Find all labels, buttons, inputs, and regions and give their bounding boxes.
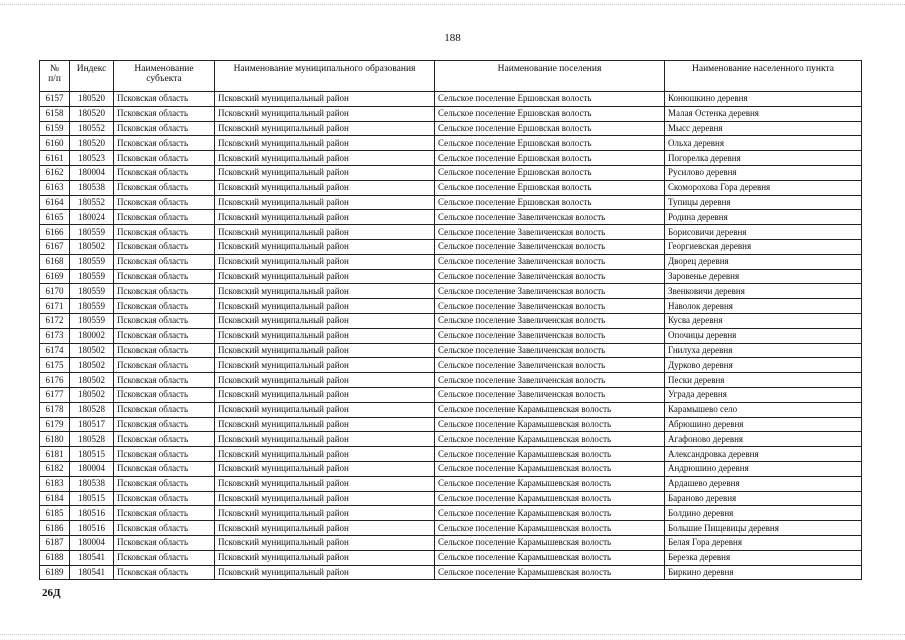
cell-locality-name: Агафоново деревня bbox=[665, 432, 862, 447]
cell-locality-name: Родина деревня bbox=[665, 210, 862, 225]
cell-row-number: 6180 bbox=[40, 432, 70, 447]
cell-settlement-name: Сельское поселение Завеличенская волость bbox=[435, 358, 665, 373]
cell-municipality-name: Псковский муниципальный район bbox=[215, 328, 435, 343]
cell-row-number: 6167 bbox=[40, 239, 70, 254]
table-row bbox=[40, 284, 862, 299]
cell-row-number: 6184 bbox=[40, 491, 70, 506]
cell-subject-name: Псковская область bbox=[114, 151, 215, 166]
cell-row-number: 6179 bbox=[40, 417, 70, 432]
table-row bbox=[40, 92, 862, 107]
cell-locality-name: Ардашево деревня bbox=[665, 476, 862, 491]
cell-locality-name: Погорелка деревня bbox=[665, 151, 862, 166]
header-subject-name: Наименование субъекта bbox=[114, 61, 215, 92]
cell-postal-index: 180004 bbox=[70, 535, 114, 550]
cell-subject-name: Псковская область bbox=[114, 432, 215, 447]
cell-locality-name: Ольха деревня bbox=[665, 136, 862, 151]
cell-locality-name: Тупицы деревня bbox=[665, 195, 862, 210]
table-row bbox=[40, 491, 862, 506]
cell-settlement-name: Сельское поселение Ершовская волость bbox=[435, 92, 665, 107]
cell-postal-index: 180559 bbox=[70, 225, 114, 240]
cell-settlement-name: Сельское поселение Ершовская волость bbox=[435, 136, 665, 151]
cell-municipality-name: Псковский муниципальный район bbox=[215, 358, 435, 373]
cell-row-number: 6172 bbox=[40, 313, 70, 328]
cell-municipality-name: Псковский муниципальный район bbox=[215, 269, 435, 284]
cell-municipality-name: Псковский муниципальный район bbox=[215, 535, 435, 550]
cell-locality-name: Звенковичи деревня bbox=[665, 284, 862, 299]
cell-municipality-name: Псковский муниципальный район bbox=[215, 239, 435, 254]
cell-locality-name: Пески деревня bbox=[665, 373, 862, 388]
cell-locality-name: Конюшкино деревня bbox=[665, 92, 862, 107]
cell-postal-index: 180520 bbox=[70, 136, 114, 151]
cell-subject-name: Псковская область bbox=[114, 491, 215, 506]
cell-settlement-name: Сельское поселение Завеличенская волость bbox=[435, 343, 665, 358]
cell-postal-index: 180502 bbox=[70, 358, 114, 373]
cell-locality-name: Белая Гора деревня bbox=[665, 535, 862, 550]
cell-subject-name: Псковская область bbox=[114, 106, 215, 121]
cell-locality-name: Карамышево село bbox=[665, 402, 862, 417]
cell-municipality-name: Псковский муниципальный район bbox=[215, 284, 435, 299]
cell-postal-index: 180004 bbox=[70, 165, 114, 180]
cell-subject-name: Псковская область bbox=[114, 284, 215, 299]
cell-subject-name: Псковская область bbox=[114, 165, 215, 180]
cell-locality-name: Дурково деревня bbox=[665, 358, 862, 373]
cell-settlement-name: Сельское поселение Ершовская волость bbox=[435, 165, 665, 180]
cell-municipality-name: Псковский муниципальный район bbox=[215, 225, 435, 240]
cell-locality-name: Опочицы деревня bbox=[665, 328, 862, 343]
cell-subject-name: Псковская область bbox=[114, 269, 215, 284]
page-number: 188 bbox=[444, 32, 461, 44]
cell-municipality-name: Псковский муниципальный район bbox=[215, 521, 435, 536]
cell-row-number: 6181 bbox=[40, 447, 70, 462]
table-row bbox=[40, 402, 862, 417]
cell-settlement-name: Сельское поселение Карамышевская волость bbox=[435, 535, 665, 550]
cell-subject-name: Псковская область bbox=[114, 535, 215, 550]
table-row bbox=[40, 313, 862, 328]
cell-settlement-name: Сельское поселение Карамышевская волость bbox=[435, 432, 665, 447]
table-row bbox=[40, 506, 862, 521]
table-row bbox=[40, 535, 862, 550]
table-row bbox=[40, 447, 862, 462]
cell-municipality-name: Псковский муниципальный район bbox=[215, 402, 435, 417]
cell-municipality-name: Псковский муниципальный район bbox=[215, 343, 435, 358]
table-row bbox=[40, 165, 862, 180]
cell-locality-name: Большие Пищевицы деревня bbox=[665, 521, 862, 536]
cell-settlement-name: Сельское поселение Завеличенская волость bbox=[435, 225, 665, 240]
cell-locality-name: Дворец деревня bbox=[665, 254, 862, 269]
cell-settlement-name: Сельское поселение Завеличенская волость bbox=[435, 328, 665, 343]
cell-subject-name: Псковская область bbox=[114, 343, 215, 358]
cell-settlement-name: Сельское поселение Завеличенская волость bbox=[435, 284, 665, 299]
cell-settlement-name: Сельское поселение Карамышевская волость bbox=[435, 402, 665, 417]
cell-postal-index: 180559 bbox=[70, 269, 114, 284]
cell-postal-index: 180516 bbox=[70, 521, 114, 536]
cell-subject-name: Псковская область bbox=[114, 210, 215, 225]
cell-municipality-name: Псковский муниципальный район bbox=[215, 299, 435, 314]
cell-settlement-name: Сельское поселение Завеличенская волость bbox=[435, 239, 665, 254]
table-header bbox=[40, 61, 862, 92]
cell-settlement-name: Сельское поселение Карамышевская волость bbox=[435, 491, 665, 506]
cell-municipality-name: Псковский муниципальный район bbox=[215, 373, 435, 388]
cell-locality-name: Малая Остенка деревня bbox=[665, 106, 862, 121]
cell-postal-index: 180502 bbox=[70, 239, 114, 254]
cell-postal-index: 180502 bbox=[70, 373, 114, 388]
cell-postal-index: 180528 bbox=[70, 402, 114, 417]
cell-subject-name: Псковская область bbox=[114, 417, 215, 432]
cell-locality-name: Заровенье деревня bbox=[665, 269, 862, 284]
cell-postal-index: 180024 bbox=[70, 210, 114, 225]
cell-settlement-name: Сельское поселение Завеличенская волость bbox=[435, 299, 665, 314]
cell-municipality-name: Псковский муниципальный район bbox=[215, 447, 435, 462]
cell-municipality-name: Псковский муниципальный район bbox=[215, 136, 435, 151]
cell-row-number: 6178 bbox=[40, 402, 70, 417]
cell-postal-index: 180538 bbox=[70, 180, 114, 195]
cell-subject-name: Псковская область bbox=[114, 92, 215, 107]
cell-municipality-name: Псковский муниципальный район bbox=[215, 432, 435, 447]
cell-postal-index: 180552 bbox=[70, 195, 114, 210]
cell-municipality-name: Псковский муниципальный район bbox=[215, 165, 435, 180]
cell-municipality-name: Псковский муниципальный район bbox=[215, 506, 435, 521]
cell-municipality-name: Псковский муниципальный район bbox=[215, 151, 435, 166]
cell-locality-name: Мысс деревня bbox=[665, 121, 862, 136]
cell-settlement-name: Сельское поселение Ершовская волость bbox=[435, 106, 665, 121]
cell-subject-name: Псковская область bbox=[114, 313, 215, 328]
cell-subject-name: Псковская область bbox=[114, 195, 215, 210]
cell-postal-index: 180559 bbox=[70, 254, 114, 269]
cell-row-number: 6185 bbox=[40, 506, 70, 521]
header-settlement-name: Наименование поселения bbox=[435, 61, 665, 92]
cell-row-number: 6162 bbox=[40, 165, 70, 180]
table-row bbox=[40, 299, 862, 314]
cell-settlement-name: Сельское поселение Карамышевская волость bbox=[435, 476, 665, 491]
cell-row-number: 6183 bbox=[40, 476, 70, 491]
scan-edge-top bbox=[0, 4, 905, 5]
cell-locality-name: Александровка деревня bbox=[665, 447, 862, 462]
table-body bbox=[40, 92, 862, 580]
cell-subject-name: Псковская область bbox=[114, 239, 215, 254]
cell-settlement-name: Сельское поселение Карамышевская волость bbox=[435, 417, 665, 432]
table-row bbox=[40, 461, 862, 476]
cell-row-number: 6161 bbox=[40, 151, 70, 166]
cell-row-number: 6189 bbox=[40, 565, 70, 580]
cell-locality-name: Березка деревня bbox=[665, 550, 862, 565]
cell-postal-index: 180541 bbox=[70, 550, 114, 565]
cell-municipality-name: Псковский муниципальный район bbox=[215, 92, 435, 107]
cell-subject-name: Псковская область bbox=[114, 180, 215, 195]
header-postal-index: Индекс bbox=[70, 61, 114, 92]
cell-row-number: 6158 bbox=[40, 106, 70, 121]
table-row bbox=[40, 565, 862, 580]
cell-row-number: 6166 bbox=[40, 225, 70, 240]
cell-postal-index: 180552 bbox=[70, 121, 114, 136]
table-row bbox=[40, 521, 862, 536]
cell-municipality-name: Псковский муниципальный район bbox=[215, 210, 435, 225]
cell-locality-name: Гнилуха деревня bbox=[665, 343, 862, 358]
cell-locality-name: Биркино деревня bbox=[665, 565, 862, 580]
cell-settlement-name: Сельское поселение Завеличенская волость bbox=[435, 210, 665, 225]
cell-locality-name: Наволок деревня bbox=[665, 299, 862, 314]
cell-locality-name: Скоморохова Гора деревня bbox=[665, 180, 862, 195]
cell-subject-name: Псковская область bbox=[114, 328, 215, 343]
cell-postal-index: 180559 bbox=[70, 313, 114, 328]
cell-subject-name: Псковская область bbox=[114, 358, 215, 373]
cell-row-number: 6177 bbox=[40, 387, 70, 402]
cell-subject-name: Псковская область bbox=[114, 506, 215, 521]
cell-subject-name: Псковская область bbox=[114, 299, 215, 314]
cell-row-number: 6186 bbox=[40, 521, 70, 536]
cell-subject-name: Псковская область bbox=[114, 550, 215, 565]
cell-settlement-name: Сельское поселение Завеличенская волость bbox=[435, 254, 665, 269]
cell-postal-index: 180541 bbox=[70, 565, 114, 580]
cell-locality-name: Кусва деревня bbox=[665, 313, 862, 328]
table-row bbox=[40, 387, 862, 402]
table-row bbox=[40, 269, 862, 284]
cell-subject-name: Псковская область bbox=[114, 121, 215, 136]
header-locality-name: Наименование населенного пункта bbox=[665, 61, 862, 92]
cell-settlement-name: Сельское поселение Карамышевская волость bbox=[435, 447, 665, 462]
cell-municipality-name: Псковский муниципальный район bbox=[215, 476, 435, 491]
cell-postal-index: 180502 bbox=[70, 387, 114, 402]
table-row bbox=[40, 180, 862, 195]
cell-postal-index: 180523 bbox=[70, 151, 114, 166]
cell-municipality-name: Псковский муниципальный район bbox=[215, 106, 435, 121]
table-row bbox=[40, 136, 862, 151]
cell-row-number: 6171 bbox=[40, 299, 70, 314]
table-row bbox=[40, 121, 862, 136]
table-row bbox=[40, 239, 862, 254]
cell-subject-name: Псковская область bbox=[114, 373, 215, 388]
cell-municipality-name: Псковский муниципальный район bbox=[215, 387, 435, 402]
cell-municipality-name: Псковский муниципальный район bbox=[215, 195, 435, 210]
cell-locality-name: Бараново деревня bbox=[665, 491, 862, 506]
table-row bbox=[40, 151, 862, 166]
table-row bbox=[40, 210, 862, 225]
cell-settlement-name: Сельское поселение Карамышевская волость bbox=[435, 521, 665, 536]
cell-postal-index: 180538 bbox=[70, 476, 114, 491]
cell-municipality-name: Псковский муниципальный район bbox=[215, 461, 435, 476]
table-row bbox=[40, 417, 862, 432]
cell-postal-index: 180004 bbox=[70, 461, 114, 476]
table-row bbox=[40, 358, 862, 373]
cell-row-number: 6188 bbox=[40, 550, 70, 565]
table-row bbox=[40, 476, 862, 491]
cell-subject-name: Псковская область bbox=[114, 402, 215, 417]
cell-locality-name: Уграда деревня bbox=[665, 387, 862, 402]
cell-row-number: 6169 bbox=[40, 269, 70, 284]
cell-settlement-name: Сельское поселение Ершовская волость bbox=[435, 195, 665, 210]
cell-subject-name: Псковская область bbox=[114, 387, 215, 402]
cell-row-number: 6163 bbox=[40, 180, 70, 195]
cell-row-number: 6174 bbox=[40, 343, 70, 358]
header-row-number: № п/п bbox=[40, 61, 70, 92]
cell-postal-index: 180002 bbox=[70, 328, 114, 343]
cell-row-number: 6170 bbox=[40, 284, 70, 299]
cell-row-number: 6182 bbox=[40, 461, 70, 476]
cell-settlement-name: Сельское поселение Ершовская волость bbox=[435, 151, 665, 166]
cell-subject-name: Псковская область bbox=[114, 225, 215, 240]
cell-municipality-name: Псковский муниципальный район bbox=[215, 550, 435, 565]
cell-settlement-name: Сельское поселение Карамышевская волость bbox=[435, 550, 665, 565]
cell-postal-index: 180559 bbox=[70, 284, 114, 299]
cell-postal-index: 180528 bbox=[70, 432, 114, 447]
cell-postal-index: 180502 bbox=[70, 343, 114, 358]
cell-settlement-name: Сельское поселение Завеличенская волость bbox=[435, 313, 665, 328]
table-row bbox=[40, 328, 862, 343]
cell-municipality-name: Псковский муниципальный район bbox=[215, 121, 435, 136]
cell-postal-index: 180515 bbox=[70, 491, 114, 506]
cell-locality-name: Андрюшино деревня bbox=[665, 461, 862, 476]
cell-row-number: 6160 bbox=[40, 136, 70, 151]
footer-code: 26Д bbox=[42, 587, 61, 599]
table-row bbox=[40, 550, 862, 565]
cell-settlement-name: Сельское поселение Ершовская волость bbox=[435, 180, 665, 195]
cell-settlement-name: Сельское поселение Карамышевская волость bbox=[435, 461, 665, 476]
cell-locality-name: Болдино деревня bbox=[665, 506, 862, 521]
cell-postal-index: 180559 bbox=[70, 299, 114, 314]
cell-municipality-name: Псковский муниципальный район bbox=[215, 417, 435, 432]
header-municipality-name: Наименование муниципального образования bbox=[215, 61, 435, 92]
table-row bbox=[40, 432, 862, 447]
cell-settlement-name: Сельское поселение Завеличенская волость bbox=[435, 269, 665, 284]
cell-row-number: 6176 bbox=[40, 373, 70, 388]
cell-row-number: 6187 bbox=[40, 535, 70, 550]
cell-row-number: 6165 bbox=[40, 210, 70, 225]
cell-row-number: 6157 bbox=[40, 92, 70, 107]
cell-postal-index: 180520 bbox=[70, 92, 114, 107]
settlements-table bbox=[39, 60, 862, 580]
cell-row-number: 6168 bbox=[40, 254, 70, 269]
cell-municipality-name: Псковский муниципальный район bbox=[215, 254, 435, 269]
cell-postal-index: 180516 bbox=[70, 506, 114, 521]
cell-subject-name: Псковская область bbox=[114, 521, 215, 536]
cell-row-number: 6164 bbox=[40, 195, 70, 210]
table-row bbox=[40, 225, 862, 240]
cell-settlement-name: Сельское поселение Карамышевская волость bbox=[435, 506, 665, 521]
cell-settlement-name: Сельское поселение Ершовская волость bbox=[435, 121, 665, 136]
cell-municipality-name: Псковский муниципальный район bbox=[215, 565, 435, 580]
header-row bbox=[40, 61, 862, 92]
cell-subject-name: Псковская область bbox=[114, 254, 215, 269]
cell-locality-name: Георгиевская деревня bbox=[665, 239, 862, 254]
cell-row-number: 6175 bbox=[40, 358, 70, 373]
table-row bbox=[40, 106, 862, 121]
cell-row-number: 6159 bbox=[40, 121, 70, 136]
cell-subject-name: Псковская область bbox=[114, 461, 215, 476]
cell-settlement-name: Сельское поселение Карамышевская волость bbox=[435, 565, 665, 580]
cell-postal-index: 180515 bbox=[70, 447, 114, 462]
cell-locality-name: Абрюшино деревня bbox=[665, 417, 862, 432]
cell-municipality-name: Псковский муниципальный район bbox=[215, 491, 435, 506]
cell-postal-index: 180517 bbox=[70, 417, 114, 432]
cell-postal-index: 180520 bbox=[70, 106, 114, 121]
cell-subject-name: Псковская область bbox=[114, 565, 215, 580]
table-row bbox=[40, 373, 862, 388]
table-row bbox=[40, 254, 862, 269]
cell-locality-name: Борисовичи деревня bbox=[665, 225, 862, 240]
cell-row-number: 6173 bbox=[40, 328, 70, 343]
cell-subject-name: Псковская область bbox=[114, 447, 215, 462]
scan-edge-bottom bbox=[0, 634, 905, 635]
table-row bbox=[40, 195, 862, 210]
cell-municipality-name: Псковский муниципальный район bbox=[215, 180, 435, 195]
cell-subject-name: Псковская область bbox=[114, 476, 215, 491]
cell-settlement-name: Сельское поселение Завеличенская волость bbox=[435, 373, 665, 388]
cell-locality-name: Русилово деревня bbox=[665, 165, 862, 180]
cell-subject-name: Псковская область bbox=[114, 136, 215, 151]
table-row bbox=[40, 343, 862, 358]
cell-municipality-name: Псковский муниципальный район bbox=[215, 313, 435, 328]
cell-settlement-name: Сельское поселение Завеличенская волость bbox=[435, 387, 665, 402]
